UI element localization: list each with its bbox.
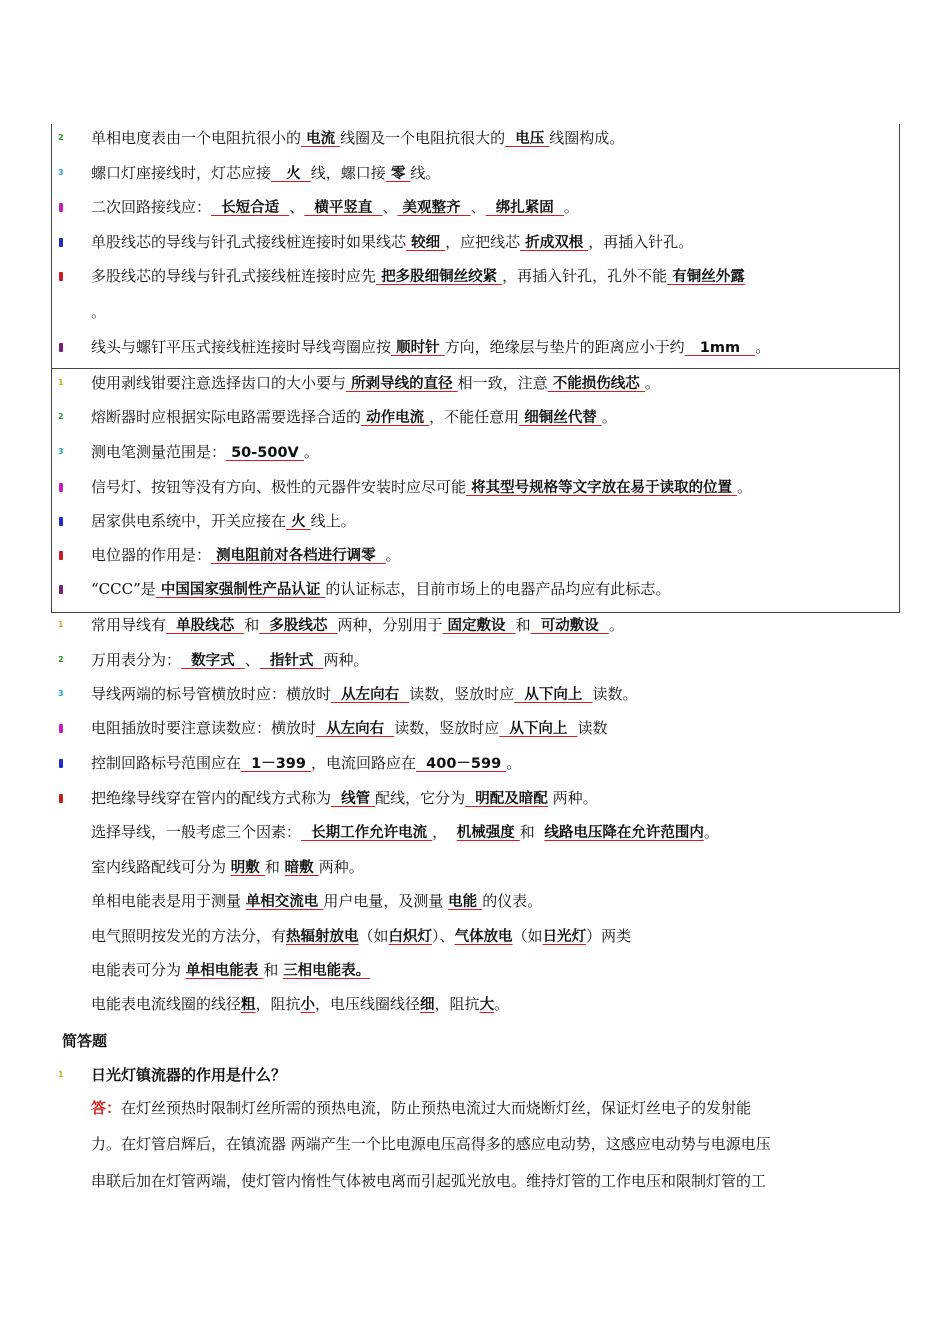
question-text: 。: [303, 443, 319, 461]
question-text: 、: [470, 198, 486, 216]
section-heading: 简答题: [62, 1032, 108, 1050]
answer-blank: 绑扎紧固: [485, 200, 564, 216]
question-text: 两种。: [547, 789, 598, 807]
question-text: 和: [519, 823, 545, 841]
question-text: 读数: [577, 719, 608, 737]
question-text: 方向，绝缘层与垫片的距离应小于约: [444, 338, 685, 356]
list-bullet-icon: [59, 551, 63, 560]
list-item: [91, 197, 579, 218]
answer-blank: 多股线芯: [259, 618, 338, 634]
question-text: ，阻抗: [255, 995, 301, 1013]
question-text: 电能表可分为: [91, 961, 186, 979]
list-number-icon: 3: [58, 447, 64, 456]
question-text: 。: [737, 478, 753, 496]
question-text: 。: [385, 546, 401, 564]
question-text: 选择导线，一般考虑三个因素：: [91, 823, 302, 841]
question-text: 单相电能表是用于测量: [91, 892, 246, 910]
answer-blank: 线路电压降在允许范围内: [544, 825, 704, 841]
list-item: [91, 994, 509, 1015]
question-text: 万用表分为：: [91, 651, 182, 669]
question-text: 测电笔测量范围是：: [91, 443, 227, 461]
question-text: 居家供电系统中，开关应接在: [91, 512, 287, 530]
question-text: 相一致，注意: [457, 374, 548, 392]
answer-blank: 将其型号规格等文字放在易于读取的位置: [466, 480, 738, 496]
question-text: 导线两端的标号管横放时应：横放时: [91, 685, 332, 703]
question-text: ，应把线芯: [445, 233, 521, 251]
question-text: 两种，分别用于: [337, 616, 443, 634]
answer-blank: 较细: [406, 235, 446, 251]
list-item: [91, 822, 719, 843]
answer-blank: 大: [479, 997, 495, 1013]
answer-blank: 气体放电: [454, 929, 513, 945]
answer-blank: 数字式: [181, 653, 245, 669]
question-text: 电气照明按发光的方法分，有: [91, 927, 287, 945]
question-text: 的仪表。: [482, 892, 543, 910]
answer-blank: 单相电能表: [185, 963, 264, 979]
answer-blank: 把多股细铜丝绞紧: [376, 269, 503, 285]
answer-blank: 日光灯: [542, 929, 587, 945]
list-bullet-icon: [59, 483, 63, 492]
question-text: 把绝缘导线穿在管内的配线方式称为: [91, 789, 332, 807]
answer-blank: 测电阻前对各档进行调零: [211, 548, 386, 564]
list-bullet-icon: [59, 759, 63, 768]
question-text: 的认证标志，目前市场上的电器产品均应有此标志。: [325, 580, 671, 598]
question-text: 。: [608, 616, 624, 634]
list-bullet-icon: [59, 724, 63, 733]
question-text: 、: [289, 198, 305, 216]
question-text: 信号灯、按钮等没有方向、极性的元器件安装时应尽可能: [91, 478, 467, 496]
question-text: （如: [512, 927, 543, 945]
answer-blank: 火: [286, 514, 311, 530]
answer-text: 在灯丝预热时限制灯丝所需的预热电流，防止预热电流过大而烧断灯丝，保证灯丝电子的发射能: [121, 1099, 752, 1117]
answer-blank: 从下向上: [499, 721, 578, 737]
list-item: [91, 302, 106, 322]
answer-label: 答：: [91, 1099, 122, 1117]
question-text: “CCC”是: [91, 580, 156, 598]
answer-blank: 长短合适: [211, 200, 290, 216]
answer-blank: 热辐射放电: [286, 929, 359, 945]
answer-blank: 单相交流电: [245, 894, 324, 910]
question-text: 线头与螺钉平压式接线桩连接时导线弯圈应按: [91, 338, 392, 356]
answer-blank: 1－399: [241, 756, 312, 772]
answer-blank: 明配及暗配: [465, 791, 548, 807]
question-text: 熔断器时应根据实际电路需要选择合适的: [91, 408, 362, 426]
question-text: 和: [244, 616, 260, 634]
list-item: [91, 579, 670, 600]
answer-blank: 折成双根: [520, 235, 589, 251]
list-item: [91, 788, 598, 809]
list-bullet-icon: [59, 794, 63, 803]
answer-blank: 线管: [331, 791, 376, 807]
answer-blank: 火: [271, 166, 311, 182]
list-number-icon: 2: [58, 412, 64, 421]
list-item: [91, 373, 660, 394]
question-text: 配线，它分为: [375, 789, 466, 807]
question-text: 。: [644, 374, 660, 392]
answer-blank: 单股线芯: [166, 618, 245, 634]
list-bullet-icon: [59, 203, 63, 212]
list-item: [91, 926, 631, 947]
question-text: ，阻抗: [434, 995, 480, 1013]
list-bullet-icon: [59, 272, 63, 281]
list-item: [91, 960, 370, 981]
question-text: 线圈及一个电阻抗很大的: [340, 129, 506, 147]
list-item: [91, 545, 401, 566]
question-text: 室内线路配线可分为: [91, 858, 231, 876]
list-bullet-icon: [59, 517, 63, 526]
question-text: ，电流回路应在: [311, 754, 417, 772]
question-text: 读数。: [592, 685, 638, 703]
answer-blank: 机械强度: [456, 825, 520, 841]
list-item: [91, 407, 617, 428]
answer-blank: 有铜丝外露: [667, 269, 745, 285]
list-item: [91, 650, 368, 671]
answer-blank: 三相电能表。: [283, 963, 371, 979]
question-text: 两种。: [323, 651, 369, 669]
list-number-icon: 1: [58, 378, 64, 387]
answer-blank: 细: [420, 997, 435, 1013]
answer-blank: 固定敷设: [442, 618, 516, 634]
question-text: ）两类: [586, 927, 632, 945]
answer-blank: 电流: [301, 131, 341, 147]
question-text: 。: [494, 995, 510, 1013]
list-item: [91, 718, 607, 739]
list-item: [91, 891, 542, 912]
answer-blank: 1mm: [684, 340, 756, 356]
question-text: 使用剥线钳要注意选择齿口的大小要与: [91, 374, 347, 392]
list-number-icon: 3: [58, 168, 64, 177]
question-text: 。: [703, 823, 719, 841]
answer-blank: 从左向右: [331, 687, 410, 703]
question-text: ，再插入针孔。: [588, 233, 694, 251]
answer-line-1: [91, 1098, 851, 1118]
list-bullet-icon: [59, 238, 63, 247]
question-text: ，电压线圈线径: [315, 995, 421, 1013]
question-text: ）、: [432, 927, 455, 945]
answer-blank: 明敷: [230, 860, 265, 876]
question-text: ，: [432, 823, 457, 841]
question-text: 和: [264, 858, 285, 876]
list-number-icon: 2: [58, 133, 64, 142]
list-number-icon: 2: [58, 655, 64, 664]
list-item: [91, 615, 624, 636]
answer-line-2: 力。在灯管启辉后，在镇流器 两端产生一个比电源电压高得多的感应电动势，这感应电动势与电源电压: [91, 1135, 771, 1153]
question-text: 线。: [410, 164, 441, 182]
answer-blank: 动作电流: [361, 410, 430, 426]
list-item: [91, 337, 770, 358]
answer-blank: 不能损伤线芯: [547, 376, 645, 392]
question-text: 线，螺口接: [310, 164, 386, 182]
question-text: ，再插入针孔，孔外不能: [502, 267, 668, 285]
list-item: [91, 128, 624, 149]
list-item: [91, 857, 364, 878]
question-text: 两种。: [318, 858, 364, 876]
question-text: 。: [755, 338, 771, 356]
question-text: 。: [91, 303, 107, 321]
question-text: 电位器的作用是：: [91, 546, 212, 564]
question-text: 螺口灯座接线时，灯芯应接: [91, 164, 272, 182]
answer-blank: 所剥导线的直径: [346, 376, 458, 392]
answer-blank: 美观整齐: [397, 200, 471, 216]
question-text: 二次回路接线应：: [91, 198, 212, 216]
question-text: 线上。: [310, 512, 356, 530]
answer-blank: 400－599: [416, 756, 507, 772]
question-text: 读数，竖放时应: [409, 685, 515, 703]
question-text: （如: [358, 927, 389, 945]
answer-blank: 顺时针: [391, 340, 445, 356]
list-bullet-icon: [59, 585, 63, 594]
answer-blank: 指针式: [259, 653, 324, 669]
answer-blank: 从下向上: [514, 687, 593, 703]
answer-blank: 中国国家强制性产品认证: [155, 582, 326, 598]
answer-blank: 零: [385, 166, 411, 182]
answer-blank: 50-500V: [226, 445, 304, 461]
question-text: 和: [515, 616, 531, 634]
list-item: [91, 684, 637, 705]
list-number-icon: 1: [58, 620, 64, 629]
question-text: 单相电度表由一个电阻抗很小的: [91, 129, 302, 147]
question-text: 日光灯镇流器的作用是什么？: [91, 1066, 287, 1084]
answer-blank: 细铜丝代替: [519, 410, 602, 426]
question-text: ，不能任意用: [429, 408, 520, 426]
answer-blank: 横平竖直: [304, 200, 383, 216]
list-item: [91, 753, 521, 774]
list-item: [91, 477, 752, 498]
list-item: [91, 232, 693, 253]
list-number-icon: 1: [58, 1070, 64, 1079]
list-bullet-icon: [59, 343, 63, 352]
answer-blank: 从左向右: [316, 721, 395, 737]
list-item: [91, 163, 440, 184]
question-text: 和: [263, 961, 284, 979]
answer-line-3: 串联后加在灯管两端，使灯管内惰性气体被电离而引起弧光放电。维持灯管的工作电压和限制灯管的工: [91, 1172, 767, 1190]
question-text: 读数，竖放时应: [394, 719, 500, 737]
list-number-icon: 3: [58, 689, 64, 698]
list-item: [91, 442, 319, 463]
question-text: 线圈构成。: [549, 129, 625, 147]
question-text: 电能表电流线圈的线径: [91, 995, 242, 1013]
question-text: 多股线芯的导线与针孔式接线桩连接时应先: [91, 267, 377, 285]
question-text: 。: [563, 198, 579, 216]
answer-blank: 暗敷: [284, 860, 319, 876]
question-text: 常用导线有: [91, 616, 167, 634]
question-text: 控制回路标号范围应在: [91, 754, 242, 772]
answer-blank: 小: [300, 997, 316, 1013]
list-item: [91, 266, 745, 287]
question-text: 。: [506, 754, 522, 772]
list-item: [91, 511, 356, 532]
answer-blank: 粗: [241, 997, 256, 1013]
question-text: 、: [244, 651, 260, 669]
question-title: [58, 1064, 287, 1085]
answer-blank: 电压: [505, 131, 550, 147]
answer-blank: 电能: [448, 894, 483, 910]
answer-blank: 白炽灯: [388, 929, 433, 945]
question-text: 单股线芯的导线与针孔式接线桩连接时如果线芯: [91, 233, 407, 251]
answer-blank: 可动敷设: [530, 618, 609, 634]
question-text: 电阻插放时要注意读数应：横放时: [91, 719, 317, 737]
question-text: 、: [382, 198, 398, 216]
question-text: 用户电量，及测量: [323, 892, 449, 910]
question-text: 。: [601, 408, 617, 426]
answer-blank: 长期工作允许电流: [301, 825, 433, 841]
